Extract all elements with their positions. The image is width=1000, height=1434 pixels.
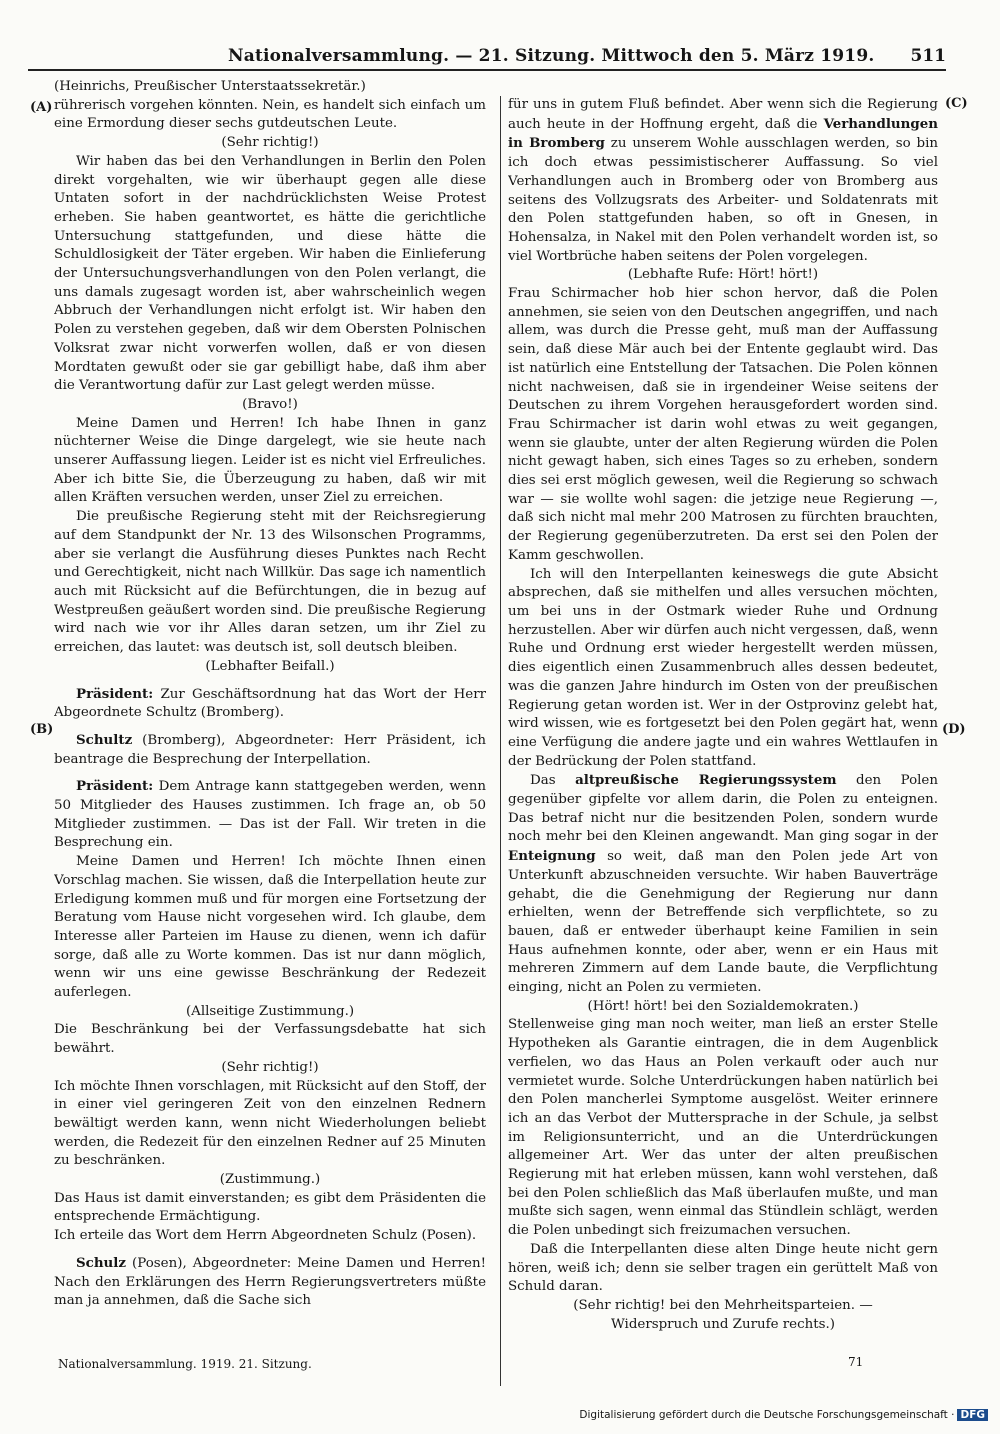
interjection: (Sehr richtig!) <box>221 1059 319 1075</box>
interjection: (Lebhafter Beifall.) <box>205 658 335 674</box>
left-column <box>54 78 486 1368</box>
paragraph-text: Dem Antrage kann stattgegeben werden, wenn 50 Mitglieder des Hauses zustimmen. Ich frage an, ob 50 Mitglieder zustimmen. — Das ist der Fall. Wir treten in die Besprechung ein. <box>54 779 486 851</box>
speaker-name: Schultz <box>76 731 133 748</box>
interjection: (Bravo!) <box>242 396 298 412</box>
paragraph <box>54 1254 486 1311</box>
paragraph-text: (Posen), Abgeordneter: Meine Damen und Herren! Nach den Erklärungen des Herrn Regierungsvertreters müßte man ja annehmen, daß die Sache sich <box>54 1255 486 1309</box>
interjection: (Sehr richtig!) <box>221 135 319 151</box>
paragraph: Das Haus ist damit einverstanden; es gibt dem Präsidenten die entsprechende Ermächtigung. <box>54 1190 486 1225</box>
digitization-credit <box>579 1409 988 1421</box>
credit-text: Digitalisierung gefördert durch die Deutsche Forschungsgemeinschaft · <box>579 1409 955 1421</box>
paragraph: Stellenweise ging man noch weiter, man ließ an erster Stelle Hypotheken als Garantie eintragen, die in dem Augenblick verfielen, wo das Haus an Polen verkauft oder auch nur vermietet wurde. Solche Unterdrückungen haben natürlich bei den Polen mancherlei Symptome ausgelöst. Weiter erinnere ich an das Verbot der Muttersprache in der Schule, ja selbst im Religionsunterricht, und an die Unterdrückungen allgemeiner Art. Wer das unter der alten preußischen Regierung mit hat erleben müssen, kann wohl verstehen, daß bei den Polen schließlich das Maß überlaufen mußte, und man mußte sich sagen, wenn einmal das Stündlein schlägt, werden die Polen unbedingt sich freizumachen versuchen. <box>508 1017 938 1239</box>
column-divider <box>500 96 501 1386</box>
paragraph: Ich will den Interpellanten keineswegs die gute Absicht absprechen, daß sie mithelfen und alles versuchen möchten, um bei uns in der Ostmark wieder Ruhe und Ordnung herzustellen. Aber wir dürfen auch nicht vergessen, daß, wenn Ruhe und Ordnung erst wieder hergestellt werden müssen, dies eigentlich einen Zusammenbruch alles dessen bedeutet, was die ganzen Jahre hindurch im Osten von der preußischen Regierung getan worden ist. Wer in der Ostprovinz gelebt hat, wird wissen, wie es fortgesetzt bei den Polen gegärt hat, wenn eine Verfügung die andere jagte und ein wahres Wettlaufen in der Bedrückung der Polen stattfand. <box>508 566 938 769</box>
margin-marker-d: (D) <box>942 722 966 737</box>
margin-marker-b: (B) <box>30 722 54 737</box>
running-title: Nationalversammlung. — 21. Sitzung. Mittwoch den 5. März 1919. <box>228 46 875 66</box>
interjection: (Lebhafte Rufe: Hört! hört!) <box>627 267 819 283</box>
speaker-name: Schulz <box>76 1254 126 1271</box>
paragraph <box>54 731 486 769</box>
paragraph: Ich erteile das Wort dem Herrn Abgeordneten Schulz (Posen). <box>54 1228 477 1244</box>
interjection: (Allseitige Zustimmung.) <box>185 1003 355 1019</box>
interjection: Widerspruch und Zurufe rechts.) <box>611 1316 835 1332</box>
header-rule <box>28 69 946 71</box>
margin-marker-a: (A) <box>30 100 53 115</box>
dfg-logo: DFG <box>957 1409 988 1421</box>
page-number: 511 <box>910 46 946 66</box>
speaker-name: Präsident: <box>76 778 154 795</box>
speaker-line: (Heinrichs, Preußischer Unterstaatssekretär.) <box>54 79 366 94</box>
paragraph-text: (Bromberg), Abgeordneter: Herr Präsident, ich beantrage die Besprechung der Interpellation. <box>54 732 486 767</box>
paragraph: Daß die Interpellanten diese alten Dinge heute nicht gern hören, weiß ich; denn sie selber tragen ein gerüttelt Maß von Schuld daran. <box>508 1241 938 1295</box>
paragraph: Meine Damen und Herren! Ich möchte Ihnen einen Vorschlag machen. Sie wissen, daß die Interpellation heute zur Erledigung kommen muß und für morgen eine Fortsetzung der Beratung vom Hause nicht vorgesehen wird. Ich glaube, dem Interesse aller Parteien im Hause zu dienen, wenn ich dafür sorge, daß alle zu Worte kommen. Das ist nur dann möglich, wenn wir uns eine gewisse Beschränkung der Redezeit auferlegen. <box>54 854 486 1001</box>
emphasis: Verhandlungen in Bromberg <box>508 115 938 152</box>
paragraph-text: zu unserem Wohle ausschlagen werden, so bin ich doch etwas pessimistischerer Auffassung. So viel Verhandlungen auch in Bromberg oder von Bromberg aus seitens des Vollzugsrats des Arbeiter- und Soldatenrats mit den Polen stattgefunden haben, so oft in Gnesen, in Hohensalza, in Nakel mit den Polen verhandelt worden ist, so viel Wortbrüche haben seitens der Polen vorgelegen. <box>508 136 938 264</box>
footer-left-note: Nationalversammlung. 1919. 21. Sitzung. <box>58 1357 312 1371</box>
paragraph <box>508 96 938 266</box>
footer-right-note: 71 <box>848 1355 864 1369</box>
paragraph-text: Zur Geschäftsordnung hat das Wort der Herr Abgeordnete Schultz (Bromberg). <box>54 686 486 721</box>
emphasis: altpreußische Regierungssystem <box>575 772 837 789</box>
paragraph-text: für uns in gutem Fluß befindet. Aber wenn sich die Regierung auch heute in der Hoffnung ergeht, daß die <box>508 97 938 132</box>
paragraph: Frau Schirmacher hob hier schon hervor, daß die Polen annehmen, sie seien von den Deutschen angegriffen, und nach allem, was durch die Presse geht, muß man der Auffassung sein, daß diese Mär auch bei der Entente geglaubt wird. Das ist natürlich eine Entstellung der Tatsachen. Die Polen können nicht nachweisen, daß sie in irgendeiner Weise seitens der Deutschen zu ihrem Vorgehen herausgefordert worden sind. Frau Schirmacher ist darin wohl etwas zu weit gegangen, wenn sie glaubte, unter der alten Regierung würden die Polen nicht gewagt haben, sich eines Tages so zu erheben, sondern dies sei erst möglich gewesen, weil die Regierung so schwach war — sie wollte wohl sagen: die jetzige neue Regierung —, daß sich nicht mal mehr 200 Matrosen zu fürchten brauchten, der Regierung gegenüberzutreten. Da erst sei den Polen der Kamm geschwollen. <box>508 286 938 563</box>
paragraph <box>54 777 486 853</box>
paragraph: Wir haben das bei den Verhandlungen in Berlin den Polen direkt vorgehalten, wie wir überhaupt gegen alle diese Untaten sofort in der nachdrücklichsten Weise Protest erheben. Sie haben geantwortet, es hätte die gerichtliche Untersuchung stattgefunden, und diese hätte die Schuldlosigkeit der Täter ergeben. Wir haben die Einlieferung der Untersuchungsverhandlungen von den Polen verlangt, die uns damals zugesagt worden ist, aber wahrscheinlich wegen Abbruch der Verhandlungen nicht erfolgt ist. Wir haben den Polen zu verstehen gegeben, daß wir dem Obersten Polnischen Volksrat zwar nicht vorwerfen wollen, daß er von diesen Mordtaten gewußt oder sie gar gebilligt habe, daß ihm aber die Verantwortung dafür zur Last gelegt werden müsse. <box>54 153 486 394</box>
right-column <box>508 96 938 1386</box>
paragraph: Ich möchte Ihnen vorschlagen, mit Rücksicht auf den Stoff, der in einer viel geringeren Zeit von den einzelnen Rednern bewältigt werden kann, wenn nicht Wiederholungen beliebt werden, die Redezeit für den einzelnen Redner auf 25 Minuten zu beschränken. <box>54 1078 486 1169</box>
paragraph: Die preußische Regierung steht mit der Reichsregierung auf dem Standpunkt der Nr. 13 des Wilsonschen Programms, aber sie verlangt die Ausführung dieses Punktes nach Recht und Gerechtigkeit, nicht nach Willkür. Das sage ich namentlich auch mit Rücksicht auf die Befürchtungen, die in bezug auf Westpreußen geäußert worden sind. Die preußische Regierung wird nach wie vor ihr Alles daran setzen, um ihr Ziel zu erreichen, das lautet: was deutsch ist, soll deutsch bleiben. <box>54 509 486 656</box>
paragraph: Meine Damen und Herren! Ich habe Ihnen in ganz nüchterner Weise die Dinge dargelegt, wie sie heute nach unserer Auffassung liegen. Leider ist es nicht viel Erfreuliches. Aber ich bitte Sie, die Überzeugung zu haben, daß wir mit allen Kräften versuchen werden, unser Ziel zu erreichen. <box>54 415 486 506</box>
speaker-name: Präsident: <box>76 685 154 702</box>
paragraph <box>508 771 938 997</box>
paragraph-text: den Polen gegenüber gipfelte vor allem darin, die Polen zu enteignen. Das betraf nicht nur die besitzenden Polen, sondern wurde noch mehr bei den Kleinen angewandt. Man ging sogar in der <box>508 773 938 845</box>
margin-marker-c: (C) <box>945 96 968 111</box>
paragraph <box>54 685 486 723</box>
paragraph-text: Das <box>530 773 556 789</box>
emphasis: Enteignung <box>508 848 596 865</box>
interjection: (Hört! hört! bei den Sozialdemokraten.) <box>587 998 859 1014</box>
running-header <box>28 42 946 72</box>
paragraph-text: so weit, daß man den Polen jede Art von Unterkunft abzuschneiden versuchte. Wir haben Bauverträge gehabt, die die Genehmigung der Regierung nur dann erhielten, wenn der Betreffende sich verpflichtete, so zu bauen, daß er entweder überhaupt keine Familien in sein Haus aufnehmen konnte, oder aber, wenn er ein Haus mit mehreren Zimmern auf dem Lande baute, die Verpflichtung einging, nicht an Polen zu vermieten. <box>508 849 938 996</box>
paragraph: Die Beschränkung bei der Verfassungsdebatte hat sich bewährt. <box>54 1022 486 1057</box>
interjection: (Sehr richtig! bei den Mehrheitsparteien. — <box>573 1298 873 1313</box>
paragraph: rührerisch vorgehen könnten. Nein, es handelt sich einfach um eine Ermordung dieser sechs gutdeutschen Leute. <box>54 97 486 132</box>
interjection: (Zustimmung.) <box>219 1172 321 1188</box>
